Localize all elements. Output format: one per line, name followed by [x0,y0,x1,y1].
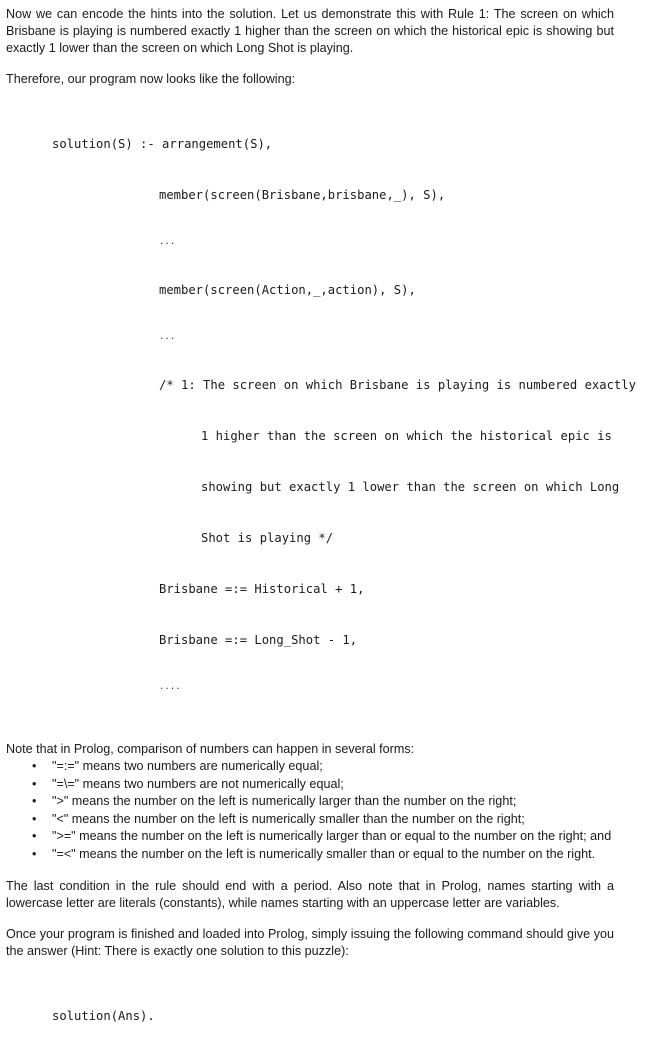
comparison-operator-list [6,758,614,864]
spacer [6,57,614,71]
list-item [32,811,614,829]
list-item-text: "=:=" means two numbers are numerically equal; [52,759,323,773]
bullet-icon: • [32,794,37,809]
code-line-brisbane-longshot: Brisbane =:= Long_Shot - 1, [159,633,358,647]
spacer [6,727,614,741]
code-ellipsis: .... [159,682,181,692]
code-line-solution-head: solution(S) :- arrangement(S), [52,137,273,151]
bullet-icon: • [32,846,37,861]
bullet-icon: • [32,776,37,791]
spacer [6,88,614,102]
code-ellipsis: ... [159,332,176,342]
list-item-text: ">=" means the number on the left is numerically larger than or equal to the number on the right; and [52,829,612,844]
list-item [32,776,614,794]
code-line-brisbane-historical: Brisbane =:= Historical + 1, [159,582,365,596]
list-item-text: ">" means the number on the left is numerically larger than the number on the right; [52,794,517,809]
spacer [6,912,614,926]
list-item [32,758,614,776]
program-intro-paragraph: Therefore, our program now looks like the following: [6,72,296,86]
list-item [32,828,614,846]
list-item [32,793,614,811]
code-ellipsis: ... [159,237,176,247]
intro-paragraph: Now we can encode the hints into the solution. Let us demonstrate this with Rule 1: The screen on which Brisbane is playing is numbered exactly 1 higher than the screen on which the historical epic is showing but exactly 1 lower than the screen on which Long Shot is playing. [6,7,614,55]
code-line-member-action: member(screen(Action,_,action), S), [159,283,416,297]
list-item-text: "=\=" means two numbers are not numerically equal; [52,776,344,791]
code-comment-line-4: Shot is playing */ [201,531,334,545]
code-comment-line-3: showing but exactly 1 lower than the screen on which Long [201,480,620,494]
note-paragraph: The last condition in the rule should end with a period. Also note that in Prolog, names starting with a lowercase letter are literals (constants), while names starting with an uppercase letter are variables. [6,878,614,910]
code-line-member-brisbane: member(screen(Brisbane,brisbane,_), S), [159,188,446,202]
document-body [6,6,636,1059]
spacer [6,960,614,974]
bullet-icon: • [32,759,37,773]
command-code-block [52,974,614,1059]
list-item-text: "<" means the number on the left is numerically smaller than the number on the right; [52,811,525,826]
code-comment-line-1: /* 1: The screen on which Brisbane is playing is numbered exactly [159,378,636,392]
list-item-text: "=<" means the number on the left is numerically smaller than or equal to the number on the right. [52,846,596,861]
comparison-intro-paragraph: Note that in Prolog, comparison of numbers can happen in several forms: [6,742,415,756]
code-comment-line-2: 1 higher than the screen on which the historical epic is [201,429,612,443]
bullet-icon: • [32,829,37,844]
code-line-command: solution(Ans). [52,1008,155,1023]
spacer [6,864,614,878]
prolog-code-block [52,102,636,727]
bullet-icon: • [32,811,37,826]
list-item [32,846,614,864]
finish-paragraph: Once your program is finished and loaded into Prolog, simply issuing the following command should give you the answer (Hint: There is exactly one solution to this puzzle): [6,926,614,958]
